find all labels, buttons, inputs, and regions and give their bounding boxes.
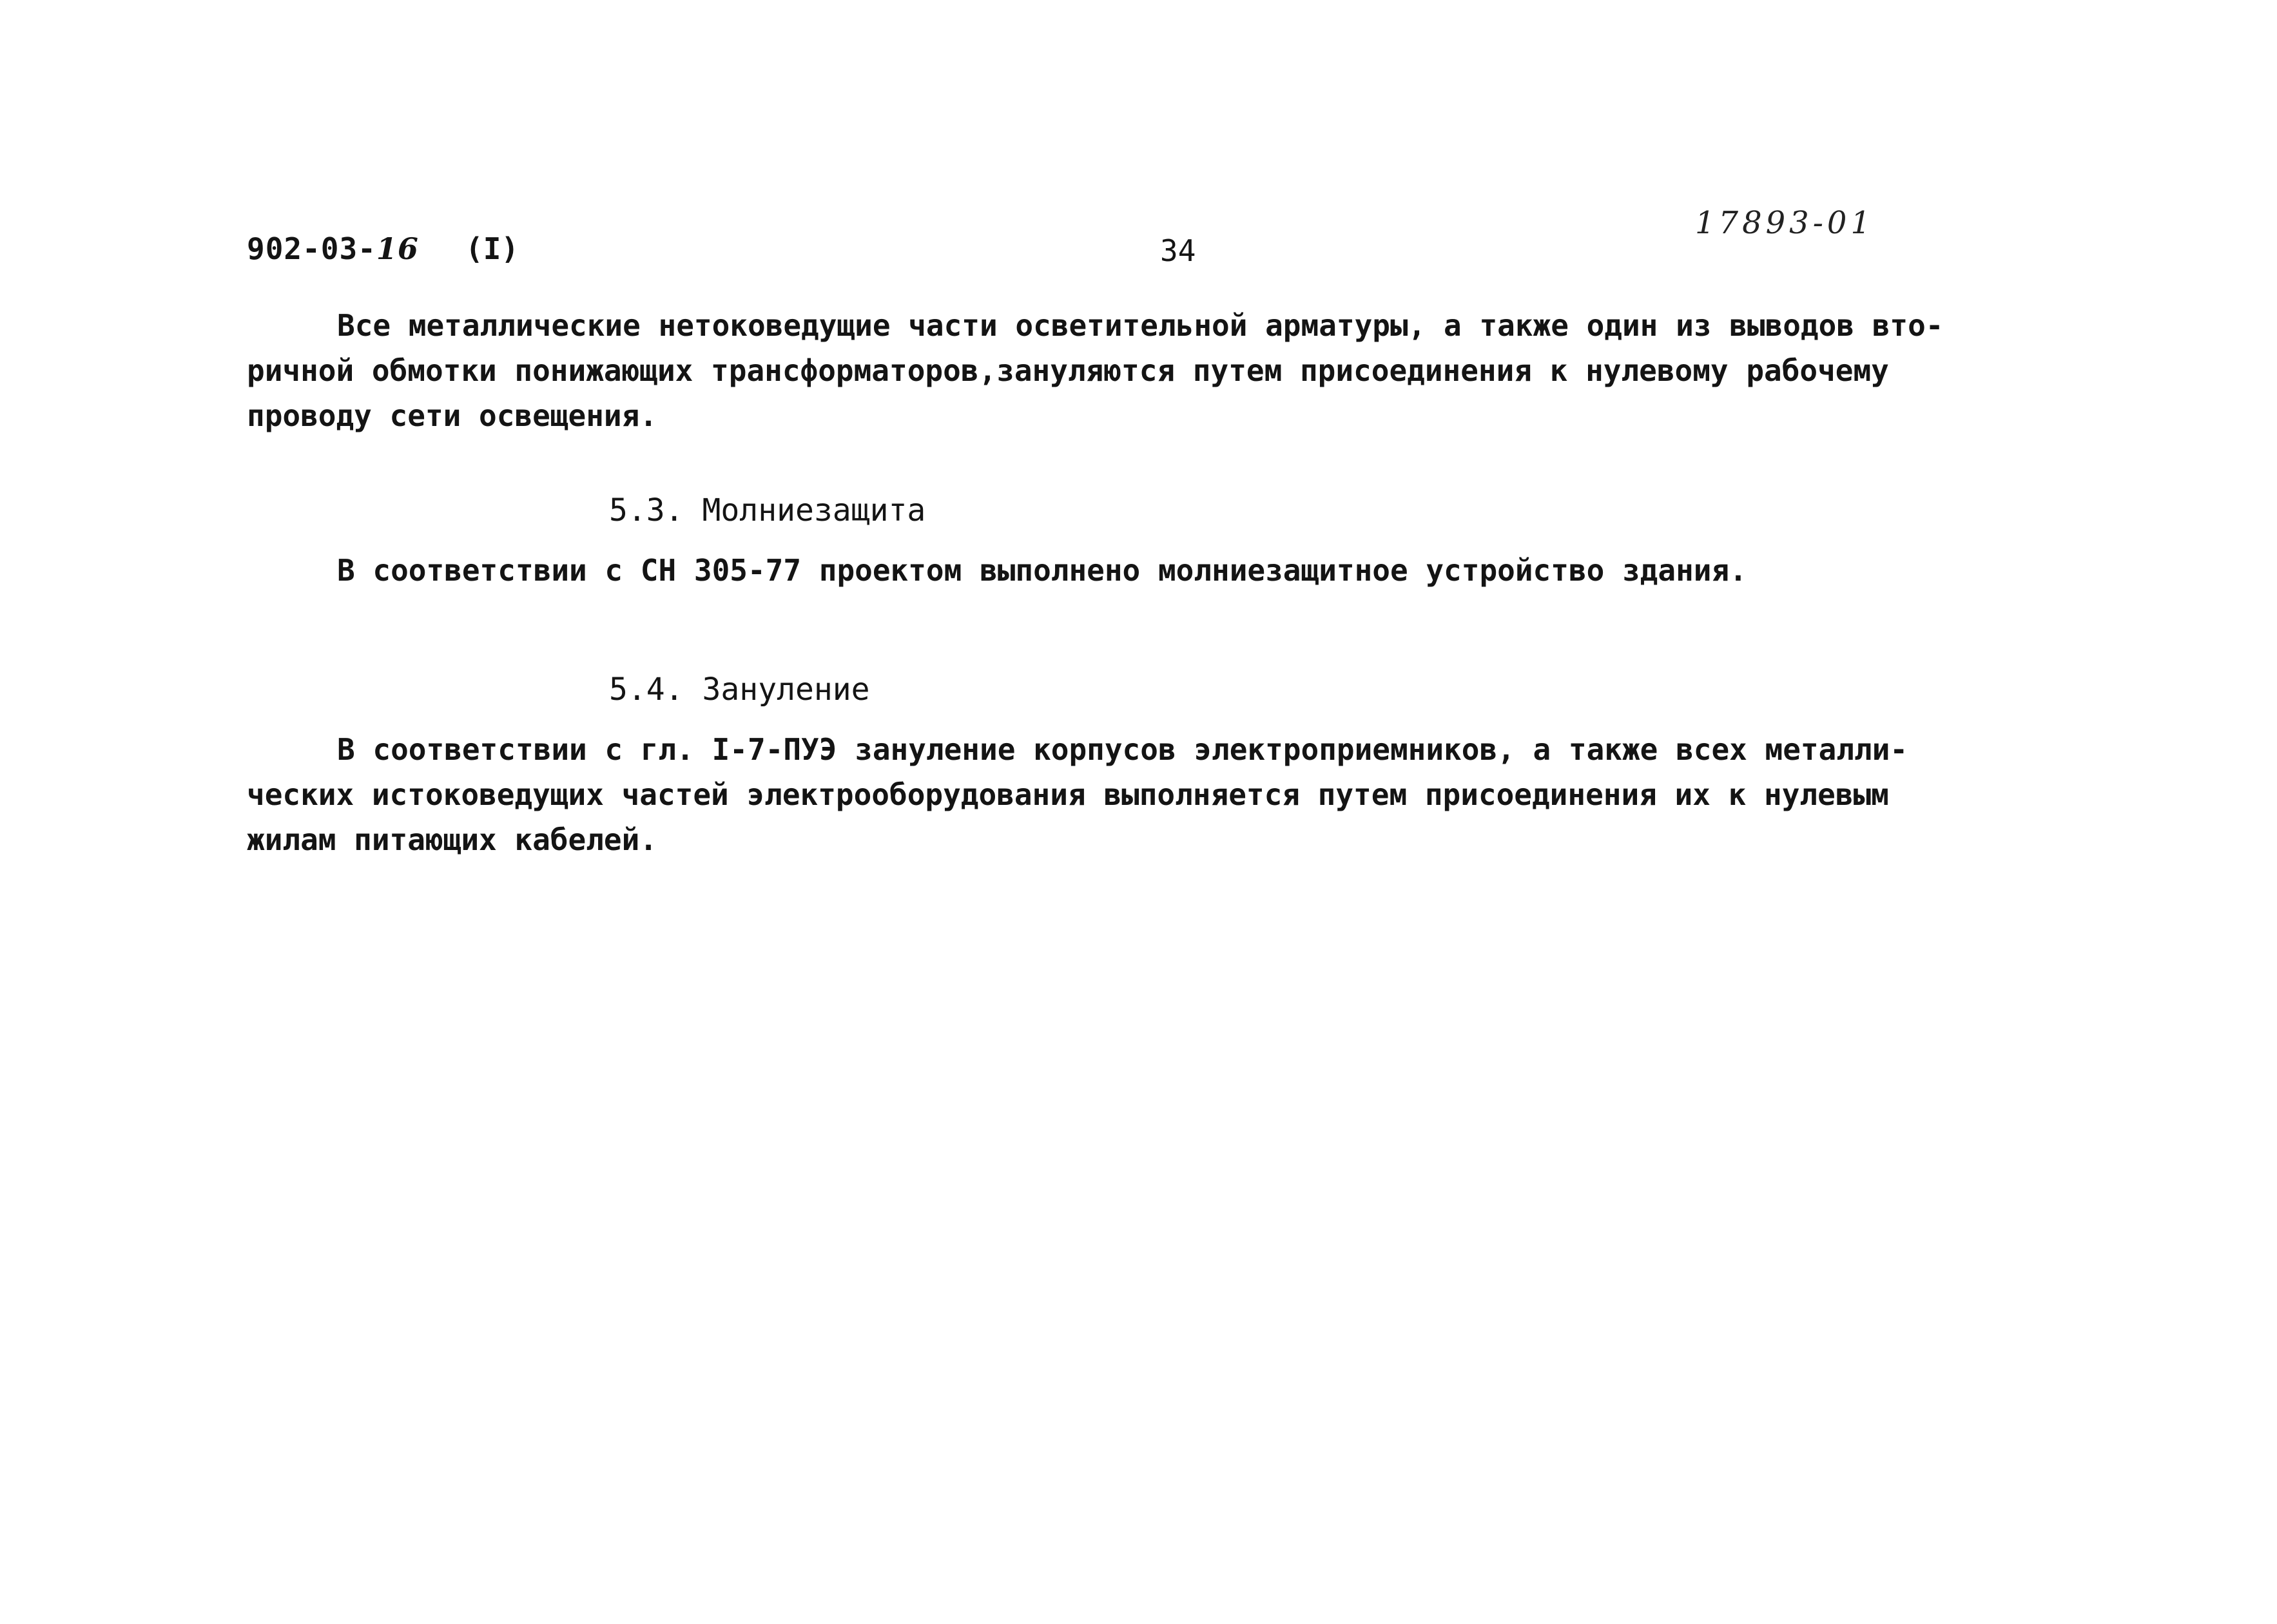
document-code-prefix: 902-03- — [247, 231, 376, 266]
paragraph-line: В соответствии с СН 305-77 проектом выполнено молниезащитное устройство здания. — [337, 553, 1747, 588]
paragraph-lighting-fixtures-grounding — [247, 303, 2000, 438]
archive-number-handwritten: 17893-01 — [1695, 205, 1874, 241]
paragraph-lightning-protection — [247, 548, 2000, 593]
paragraph-line: ческих истоковедущих частей электрооборудования выполняется путем присоединения их к нулевым — [247, 777, 1889, 812]
paragraph-grounding — [247, 727, 2000, 862]
paragraph-line: проводу сети освещения. — [247, 398, 657, 433]
section-heading-grounding: 5.4. Зануление — [609, 672, 870, 708]
document-part: (I) — [465, 231, 519, 266]
paragraph-line: Все металлические нетоковедущие части осветительной арматуры, а также один из выводов вто- — [337, 308, 1944, 343]
section-heading-lightning-protection: 5.3. Молниезащита — [609, 492, 926, 528]
page-number: 34 — [1160, 233, 1196, 268]
paragraph-line: ричной обмотки понижающих трансформаторов,зануляются путем присоединения к нулевому рабочему — [247, 353, 1889, 388]
document-code-handwritten-suffix: 16 — [376, 231, 419, 266]
paragraph-line: В соответствии с гл. I-7-ПУЭ зануление корпусов электроприемников, а также всех металли- — [337, 732, 1908, 767]
paragraph-line: жилам питающих кабелей. — [247, 822, 657, 857]
document-code — [247, 231, 419, 266]
